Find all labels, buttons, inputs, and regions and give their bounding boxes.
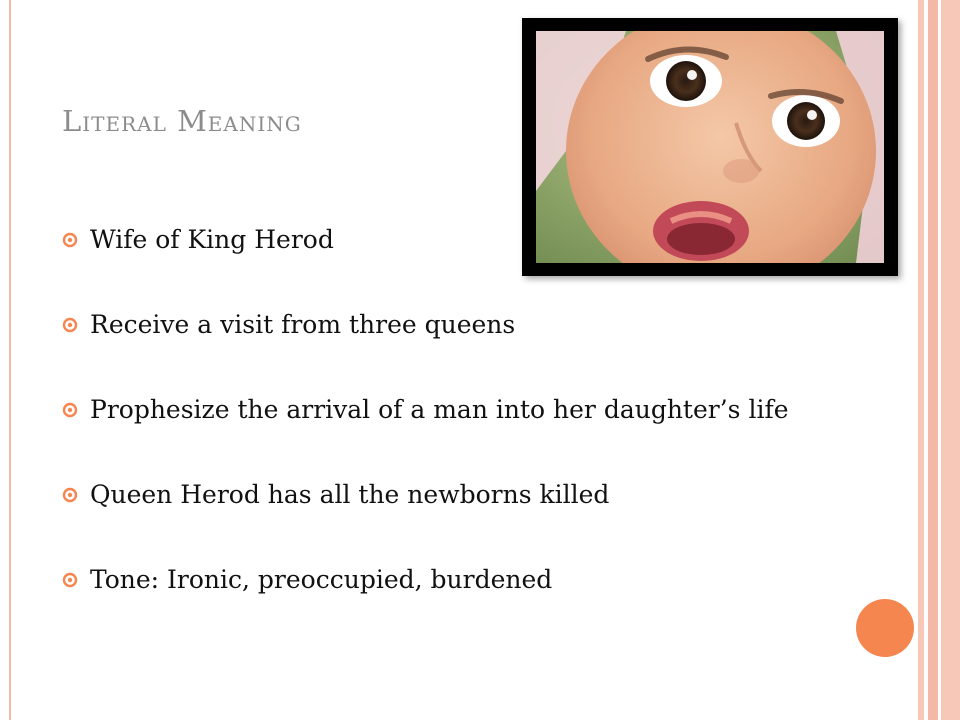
- bullet-text: Wife of King Herod: [90, 225, 334, 254]
- bullet-text: Receive a visit from three queens: [90, 310, 516, 339]
- circle-bullet-icon: [62, 572, 78, 588]
- left-border-line: [9, 0, 11, 720]
- orange-circle-decoration: [856, 599, 914, 657]
- bullet-text: Tone: Ironic, preoccupied, burdened: [90, 565, 553, 594]
- slide-title: Literal Meaning: [62, 104, 302, 138]
- bullet-item: [62, 479, 802, 511]
- bullet-item: [62, 224, 802, 256]
- bullet-text: Prophesize the arrival of a man into her daughter’s life: [90, 395, 789, 424]
- circle-bullet-icon: [62, 232, 78, 248]
- circle-bullet-icon: [62, 317, 78, 333]
- bullet-item: [62, 309, 802, 341]
- circle-bullet-icon: [62, 402, 78, 418]
- bullet-item: [62, 564, 802, 596]
- bullet-text: Queen Herod has all the newborns killed: [90, 480, 610, 509]
- right-decorative-stripes: [918, 0, 960, 720]
- circle-bullet-icon: [62, 487, 78, 503]
- bullet-list: [62, 224, 802, 649]
- bullet-item: [62, 394, 802, 426]
